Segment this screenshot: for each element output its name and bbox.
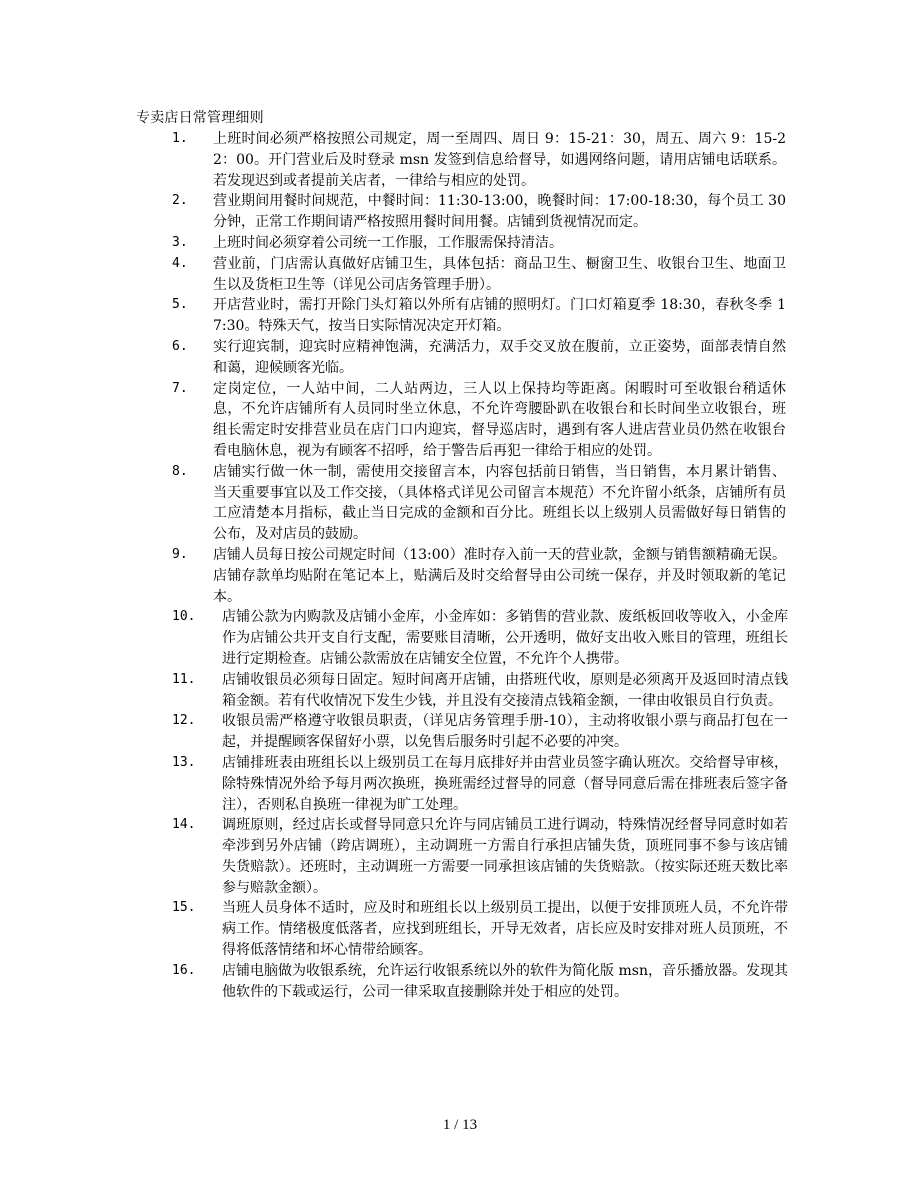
rule-text: 店铺公款为内购款及店铺小金库，小金库如：多销售的营业款、废纸板回收等收入，小金库作为店铺公共开支自行支配，需要账目清晰，公开透明，做好支出收入账目的管理，班组长进行定期检查。店铺公款需放在店铺安全位置，不允许个人携带。 bbox=[222, 609, 788, 667]
rule-number: 12. bbox=[172, 713, 196, 729]
rule-text: 上班时间必须严格按照公司规定，周一至周四、周日 9：15-21：30，周五、周六 9：15-22：00。开门营业后及时登录 msn 发签到信息给督导，如遇网络问题，请用店铺电话联系。若发现迟到或者提前关店者，一律给与相应的处罚。 bbox=[213, 131, 786, 189]
rule-number: 4. bbox=[172, 255, 188, 271]
rule-item bbox=[0, 898, 920, 960]
document-title: 专卖店日常管理细则 bbox=[136, 110, 264, 126]
rule-item bbox=[0, 607, 920, 669]
rule-text: 店铺电脑做为收银系统，允许运行收银系统以外的软件为简化版 msn，音乐播放器。发现其他软件的下载或运行，公司一律采取直接删除并处于相应的处罚。 bbox=[222, 962, 788, 1000]
rule-number: 7. bbox=[172, 380, 188, 396]
rule-number: 6. bbox=[172, 338, 188, 354]
rule-item bbox=[0, 961, 920, 1003]
rule-text: 调班原则，经过店长或督导同意只允许与同店铺员工进行调动，特殊情况经督导同意时如若牵涉到另外店铺（跨店调班），主动调班一方需自行承担店铺失货，顶班同事不参与该店铺失货赔款）。还班时，主动调班一方需要一同承担该店铺的失货赔款。（按实际还班天数比率参与赔款金额）。 bbox=[222, 817, 788, 896]
rule-number: 14. bbox=[172, 817, 196, 833]
rule-text: 店铺收银员必须每日固定。短时间离开店铺，由搭班代收，原则是必须离开及返回时清点钱箱金额。若有代收情况下发生少钱，并且没有交接清点钱箱金额，一律由收银员自行负责。 bbox=[222, 671, 788, 709]
rule-text: 店铺排班表由班组长以上级别员工在每月底排好并由营业员签字确认班次。交给督导审核，除特殊情况外给予每月两次换班，换班需经过督导的同意（督导同意后需在排班表后签字备注），否则私自换班一律视为旷工处理。 bbox=[222, 754, 788, 813]
rule-number: 1. bbox=[172, 131, 188, 146]
rule-number: 11. bbox=[172, 671, 196, 687]
rule-item bbox=[0, 295, 920, 337]
rule-text: 当班人员身体不适时，应及时和班组长以上级别员工提出，以便于安排顶班人员，不允许带病工作。情绪极度低落者，应找到班组长，开导无效者，店长应及时安排对班人员顶班，不得将低落情绪和坏心情带给顾客。 bbox=[222, 900, 788, 959]
rule-text: 实行迎宾制，迎宾时应精神饱满，充满活力，双手交叉放在腹前，立正姿势，面部表情自然和蔼，迎候顾客光临。 bbox=[213, 338, 786, 376]
rule-item bbox=[0, 545, 920, 607]
rule-text: 营业前，门店需认真做好店铺卫生，具体包括：商品卫生、橱窗卫生、收银台卫生、地面卫生以及货柜卫生等（详见公司店务管理手册）。 bbox=[213, 255, 786, 293]
rule-number: 2. bbox=[172, 193, 188, 209]
rule-text: 店铺人员每日按公司规定时间（13:00）准时存入前一天的营业款，金额与销售额精确无误。店铺存款单均贴附在笔记本上，贴满后及时交给督导由公司统一保存，并及时领取新的笔记本。 bbox=[213, 546, 786, 605]
page-number: 1 / 13 bbox=[442, 1117, 478, 1133]
rule-item bbox=[0, 462, 920, 545]
rule-item bbox=[0, 670, 920, 712]
rule-number: 10. bbox=[172, 609, 196, 625]
rule-number: 15. bbox=[172, 900, 196, 916]
rule-number: 5. bbox=[172, 297, 188, 313]
rule-text: 店铺实行做一休一制，需使用交接留言本，内容包括前日销售，当日销售，本月累计销售、当天重要事宜以及工作交接，（具体格式详见公司留言本规范）不允许留小纸条，店铺所有员工应清楚本月指标，截止当日完成的金额和百分比。班组长以上级别人员需做好每日销售的公布，及对店员的鼓励。 bbox=[213, 463, 786, 543]
rule-item bbox=[0, 129, 920, 191]
rule-number: 8. bbox=[172, 463, 188, 479]
rule-item bbox=[0, 254, 920, 296]
rule-number: 3. bbox=[172, 234, 188, 250]
rule-number: 9. bbox=[172, 546, 188, 562]
rule-text: 收银员需严格遵守收银员职责，（详见店务管理手册-10），主动将收银小票与商品打包在一起，并提醒顾客保留好小票，以免售后服务时引起不必要的冲突。 bbox=[222, 713, 788, 751]
rule-number: 16. bbox=[172, 962, 196, 978]
rules-list bbox=[0, 129, 920, 1002]
rule-item bbox=[0, 815, 920, 898]
rule-item bbox=[0, 191, 920, 233]
rule-number: 13. bbox=[172, 754, 196, 770]
rule-text: 定岗定位，一人站中间，二人站两边，三人以上保持均等距离。闲暇时可至收银台稍适休息，不允许店铺所有人员同时坐立休息，不允许弯腰卧趴在收银台和长时间坐立收银台，班组长需定时安排营业员在店门口内迎宾，督导巡店时，遇到有客人进店营业员仍然在收银台看电脑休息，视为有顾客不招呼，给于警告后再犯一律给于相应的处罚。 bbox=[213, 380, 786, 459]
rule-item bbox=[0, 711, 920, 753]
rule-text: 上班时间必须穿着公司统一工作服，工作服需保持清洁。 bbox=[213, 234, 563, 251]
rule-item bbox=[0, 379, 920, 462]
rule-item bbox=[0, 337, 920, 379]
rule-text: 开店营业时，需打开除门头灯箱以外所有店铺的照明灯。门口灯箱夏季 18:30，春秋冬季 17:30。特殊天气，按当日实际情况决定开灯箱。 bbox=[213, 297, 786, 335]
rule-item bbox=[0, 753, 920, 815]
rule-text: 营业期间用餐时间规范，中餐时间：11:30-13:00，晚餐时间：17:00-18:30，每个员工 30 分钟，正常工作期间请严格按照用餐时间用餐。店铺到货视情况而定。 bbox=[213, 193, 786, 231]
rule-item bbox=[0, 233, 920, 254]
